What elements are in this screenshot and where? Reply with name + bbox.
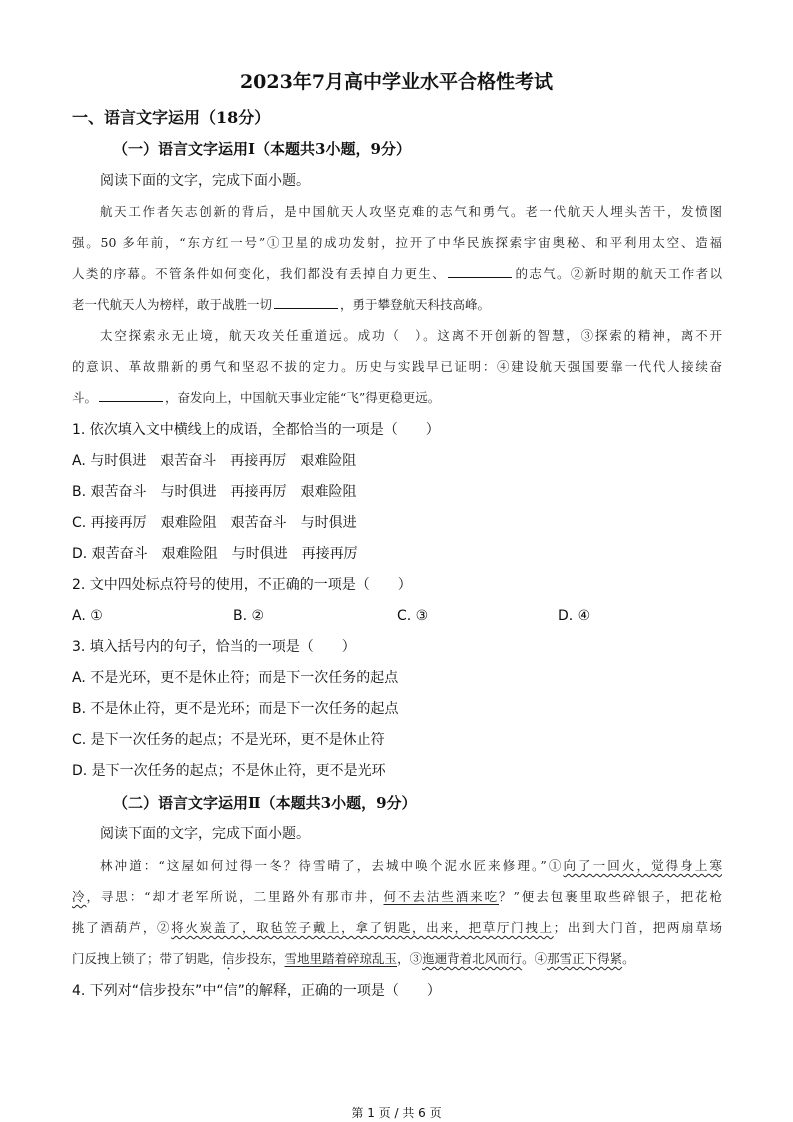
passage-line (72, 949, 722, 973)
passage-text: 航天工作者矢志创新的背后，是中国航天人攻坚克难的志气和勇气。老一代航天人埋头苦干，发愤图 (100, 204, 722, 219)
passage-line (72, 264, 722, 284)
part2-intro: 阅读下面的文字，完成下面小题。 (100, 826, 310, 842)
passage-text: 人类的序幕。不管条件如何变化，我们都没有丢掉自力更生、 (72, 266, 447, 281)
passage-text: ？”便去包裹里取些碎银子，把花枪 (499, 889, 722, 904)
fill-in-blank (99, 389, 163, 402)
passage-text: 。④ (522, 951, 548, 966)
option-a[interactable]: A. 不是光环，更不是休止符；而是下一次任务的起点 (72, 670, 399, 686)
passage-line (72, 357, 722, 377)
page-footer: 第 1 页 / 共 6 页 (351, 1106, 442, 1120)
underlined-text: 冷 (72, 889, 87, 904)
question-stem: 2. 文中四处标点符号的使用，不正确的一项是（ ） (72, 577, 412, 593)
part1-intro: 阅读下面的文字，完成下面小题。 (100, 173, 310, 189)
option-b[interactable]: B. 艰苦奋斗 与时俱进 再接再厉 艰难险阻 (72, 484, 357, 500)
passage-text: 林冲道：“这屋如何过得一冬？待雪晴了，去城中唤个泥水匠来修理。”① (100, 858, 564, 873)
passage-line (72, 918, 722, 938)
option-c[interactable]: C. 是下一次任务的起点；不是光环，更不是休止符 (72, 732, 385, 748)
option-d[interactable]: D. ④ (558, 608, 591, 624)
passage-text: 。 (622, 951, 635, 966)
option-d[interactable]: D. 艰苦奋斗 艰难险阻 与时俱进 再接再厉 (72, 546, 358, 562)
passage-text: 强。50 多年前，“东方红一号”①卫星的成功发射，拉开了中华民族探索宇宙奥秘、和平利用太空、造福 (72, 235, 722, 250)
passage-text: 老一代航天人为榜样，敢于战胜一切 (72, 297, 273, 312)
underlined-text: 向了一回火，觉得身上寒 (563, 858, 722, 873)
question-stem: 4. 下列对“信步投东”中“信”的解释，正确的一项是（ ） (72, 983, 441, 999)
passage-text: 太空探索永无止境，航天攻关任重道远。成功（ ）。这离不开创新的智慧，③探索的精神，离不开 (100, 328, 722, 343)
passage-line (72, 233, 722, 253)
section-heading: 一、语言文字运用（18分） (72, 108, 271, 127)
passage-line (72, 295, 722, 315)
part2-heading: （二）语言文字运用Ⅱ（本题共3小题，9分） (113, 794, 417, 812)
passage-line (72, 388, 722, 408)
option-a[interactable]: A. ① (72, 608, 103, 624)
passage-text: ，③ (397, 951, 423, 966)
question-stem: 1. 依次填入文中横线上的成语，全都恰当的一项是（ ） (72, 422, 440, 438)
passage-text: 的志气。②新时期的航天工作者以 (514, 266, 722, 281)
option-b[interactable]: B. ② (233, 608, 265, 624)
passage-text: 斗。 (72, 390, 98, 405)
passage-text: 步投东， (234, 951, 285, 966)
option-c[interactable]: C. 再接再厉 艰难险阻 艰苦奋斗 与时俱进 (72, 515, 357, 531)
passage-text: ，勇于攀登航天科技高峰。 (340, 297, 491, 312)
underlined-text: 迤逦背着北风而行 (422, 951, 523, 966)
question-stem: 3. 填入括号内的句子，恰当的一项是（ ） (72, 639, 356, 655)
option-a[interactable]: A. 与时俱进 艰苦奋斗 再接再厉 艰难险阻 (72, 453, 357, 469)
passage-line (100, 326, 722, 346)
passage-line (100, 856, 722, 876)
underlined-text: 那雪正下得紧 (547, 951, 623, 966)
passage-text: 挑了酒葫芦，② (72, 920, 172, 935)
option-b[interactable]: B. 不是休止符，更不是光环；而是下一次任务的起点 (72, 701, 399, 717)
passage-text: 门反拽上锁了；带了钥匙， (72, 951, 223, 966)
fill-in-blank (448, 265, 512, 278)
option-c[interactable]: C. ③ (397, 608, 429, 624)
underlined-text: 雪地里踏着碎琼乱玉 (284, 951, 398, 966)
underlined-text: 将火炭盖了，取毡笠子戴上，拿了钥匙，出来，把草厅门拽上 (171, 920, 554, 935)
passage-text: 的意识、革故鼎新的勇气和坚忍不拔的定力。历史与实践早已证明：④建设航天强国要靠一代代人接续奋 (72, 359, 722, 374)
fill-in-blank (274, 296, 338, 309)
passage-text: ，寻思：“却才老军所说，二里路外有那市井， (86, 889, 384, 904)
passage-text: ，奋发向上，中国航天事业定能“飞”得更稳更远。 (165, 390, 441, 405)
underlined-text: 何不去沽些酒来吃 (383, 889, 500, 904)
exam-title: 2023年7月高中学业水平合格性考试 (239, 71, 554, 93)
passage-line (72, 887, 722, 907)
part1-heading: （一）语言文字运用Ⅰ（本题共3小题，9分） (113, 140, 411, 158)
option-d[interactable]: D. 是下一次任务的起点；不是休止符，更不是光环 (72, 763, 386, 779)
underlined-text: 信 (222, 951, 235, 966)
passage-text: ；出到大门首，把两扇草场 (553, 920, 722, 935)
passage-line (100, 202, 722, 222)
